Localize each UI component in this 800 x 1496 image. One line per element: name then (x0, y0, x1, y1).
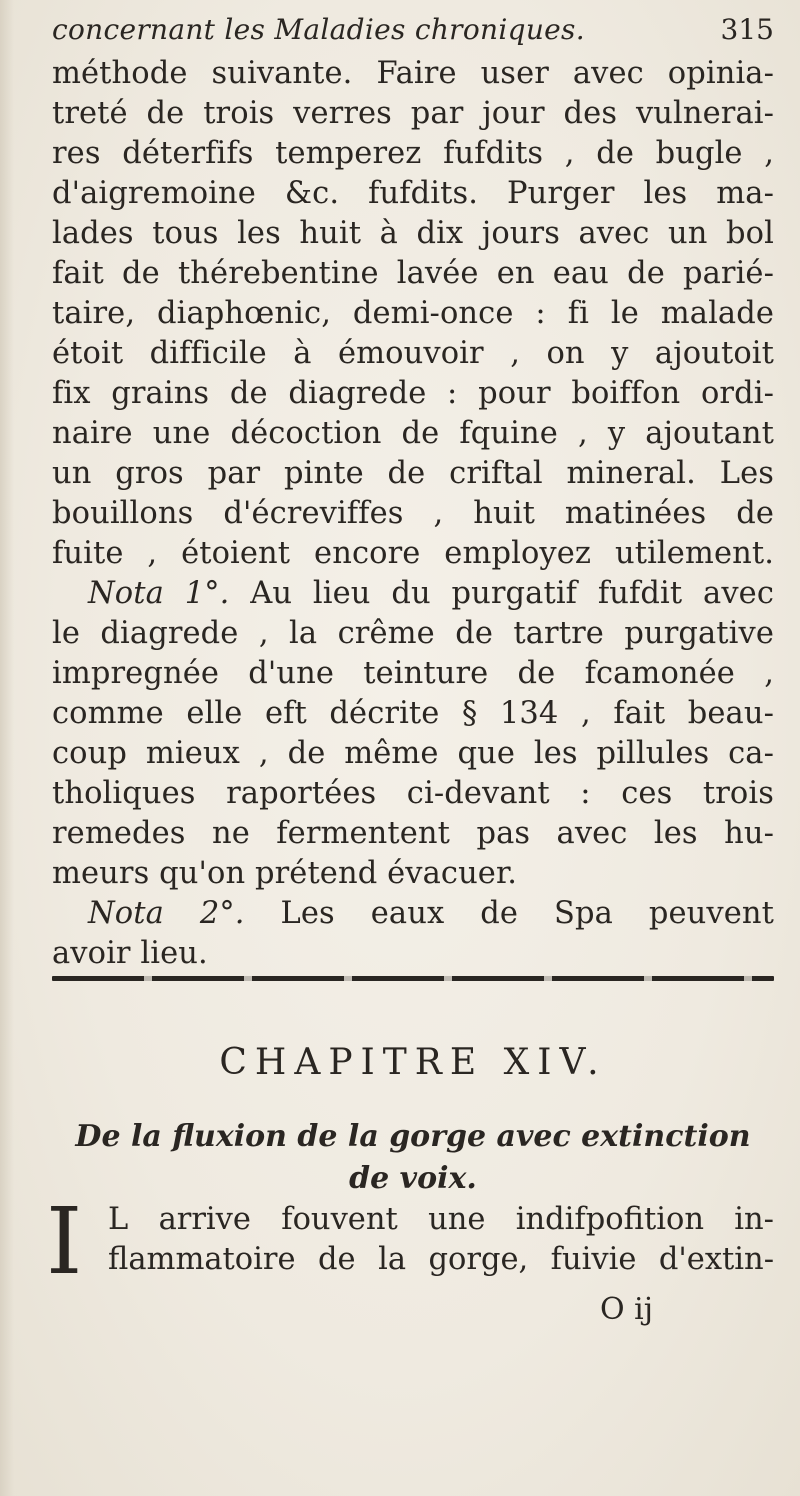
text-line: bouillons d'écreviffes , huit matinées de (52, 496, 774, 531)
text-line: le diagrede , la crême de tartre purgative (52, 616, 774, 651)
running-title: concernant les Maladies chroniques. (52, 13, 585, 46)
nota-2-label: Nota 2°. (88, 896, 245, 931)
text-line: fix grains de diagrede : pour boiffon ordi- (52, 376, 774, 411)
text-line: taire, diaphœnic, demi-once : fi le malade (52, 296, 774, 331)
page-number: 315 (720, 13, 774, 46)
text-line: flammatoire de la gorge, fuivie d'extin- (108, 1242, 774, 1277)
signature-mark: O ij (600, 1292, 654, 1327)
text-line: avoir lieu. (52, 936, 208, 971)
text-line: lades tous les huit à dix jours avec un bol (52, 216, 774, 251)
text-line: meurs qu'on prétend évacuer. (52, 856, 518, 891)
text-line: comme elle eft décrite § 134 , fait beau- (52, 696, 774, 731)
page-edge-shadow (0, 0, 14, 1496)
nota-2-text: Les eaux de Spa peuvent (280, 896, 774, 931)
drop-cap: I (46, 1188, 83, 1295)
text-line: res déterfifs temperez fufdits , de bugle , (52, 136, 774, 171)
text-line: un gros par pinte de criftal mineral. Les (52, 456, 774, 491)
text-line: méthode suivante. Faire user avec opinia- (52, 56, 774, 91)
text-line: L arrive fouvent une indifpofition in- (108, 1202, 774, 1237)
page-header (52, 8, 774, 52)
text-line: étoit difficile à émouvoir , on y ajoutoit (52, 336, 774, 371)
chapter-title-line-1: De la fluxion de la gorge avec extinction (75, 1119, 751, 1154)
text-line: naire une décoction de fquine , y ajoutant (52, 416, 774, 451)
chapter-title-line-2: de voix. (349, 1161, 477, 1196)
text-line: impregnée d'une teinture de fcamonée , (52, 656, 774, 691)
text-line: tholiques raportées ci-devant : ces trois (52, 776, 774, 811)
nota-1-text: Au lieu du purgatif fufdit avec (250, 576, 775, 611)
text-line: fuite , étoient encore employez utilement. (52, 536, 774, 571)
section-divider-rule (52, 976, 774, 981)
nota-2-first-line (88, 894, 774, 934)
text-line: remedes ne fermentent pas avec les hu- (52, 816, 774, 851)
nota-1-label: Nota 1°. (88, 576, 230, 611)
text-line: coup mieux , de même que les pillules ca- (52, 736, 774, 771)
text-line: d'aigremoine &c. fufdits. Purger les ma- (52, 176, 774, 211)
nota-1-first-line (88, 574, 774, 614)
chapter-heading: CHAPITRE XIV. (219, 1042, 607, 1083)
text-line: treté de trois verres par jour des vulnerai- (52, 96, 774, 131)
text-line: fait de thérebentine lavée en eau de parié- (52, 256, 774, 291)
